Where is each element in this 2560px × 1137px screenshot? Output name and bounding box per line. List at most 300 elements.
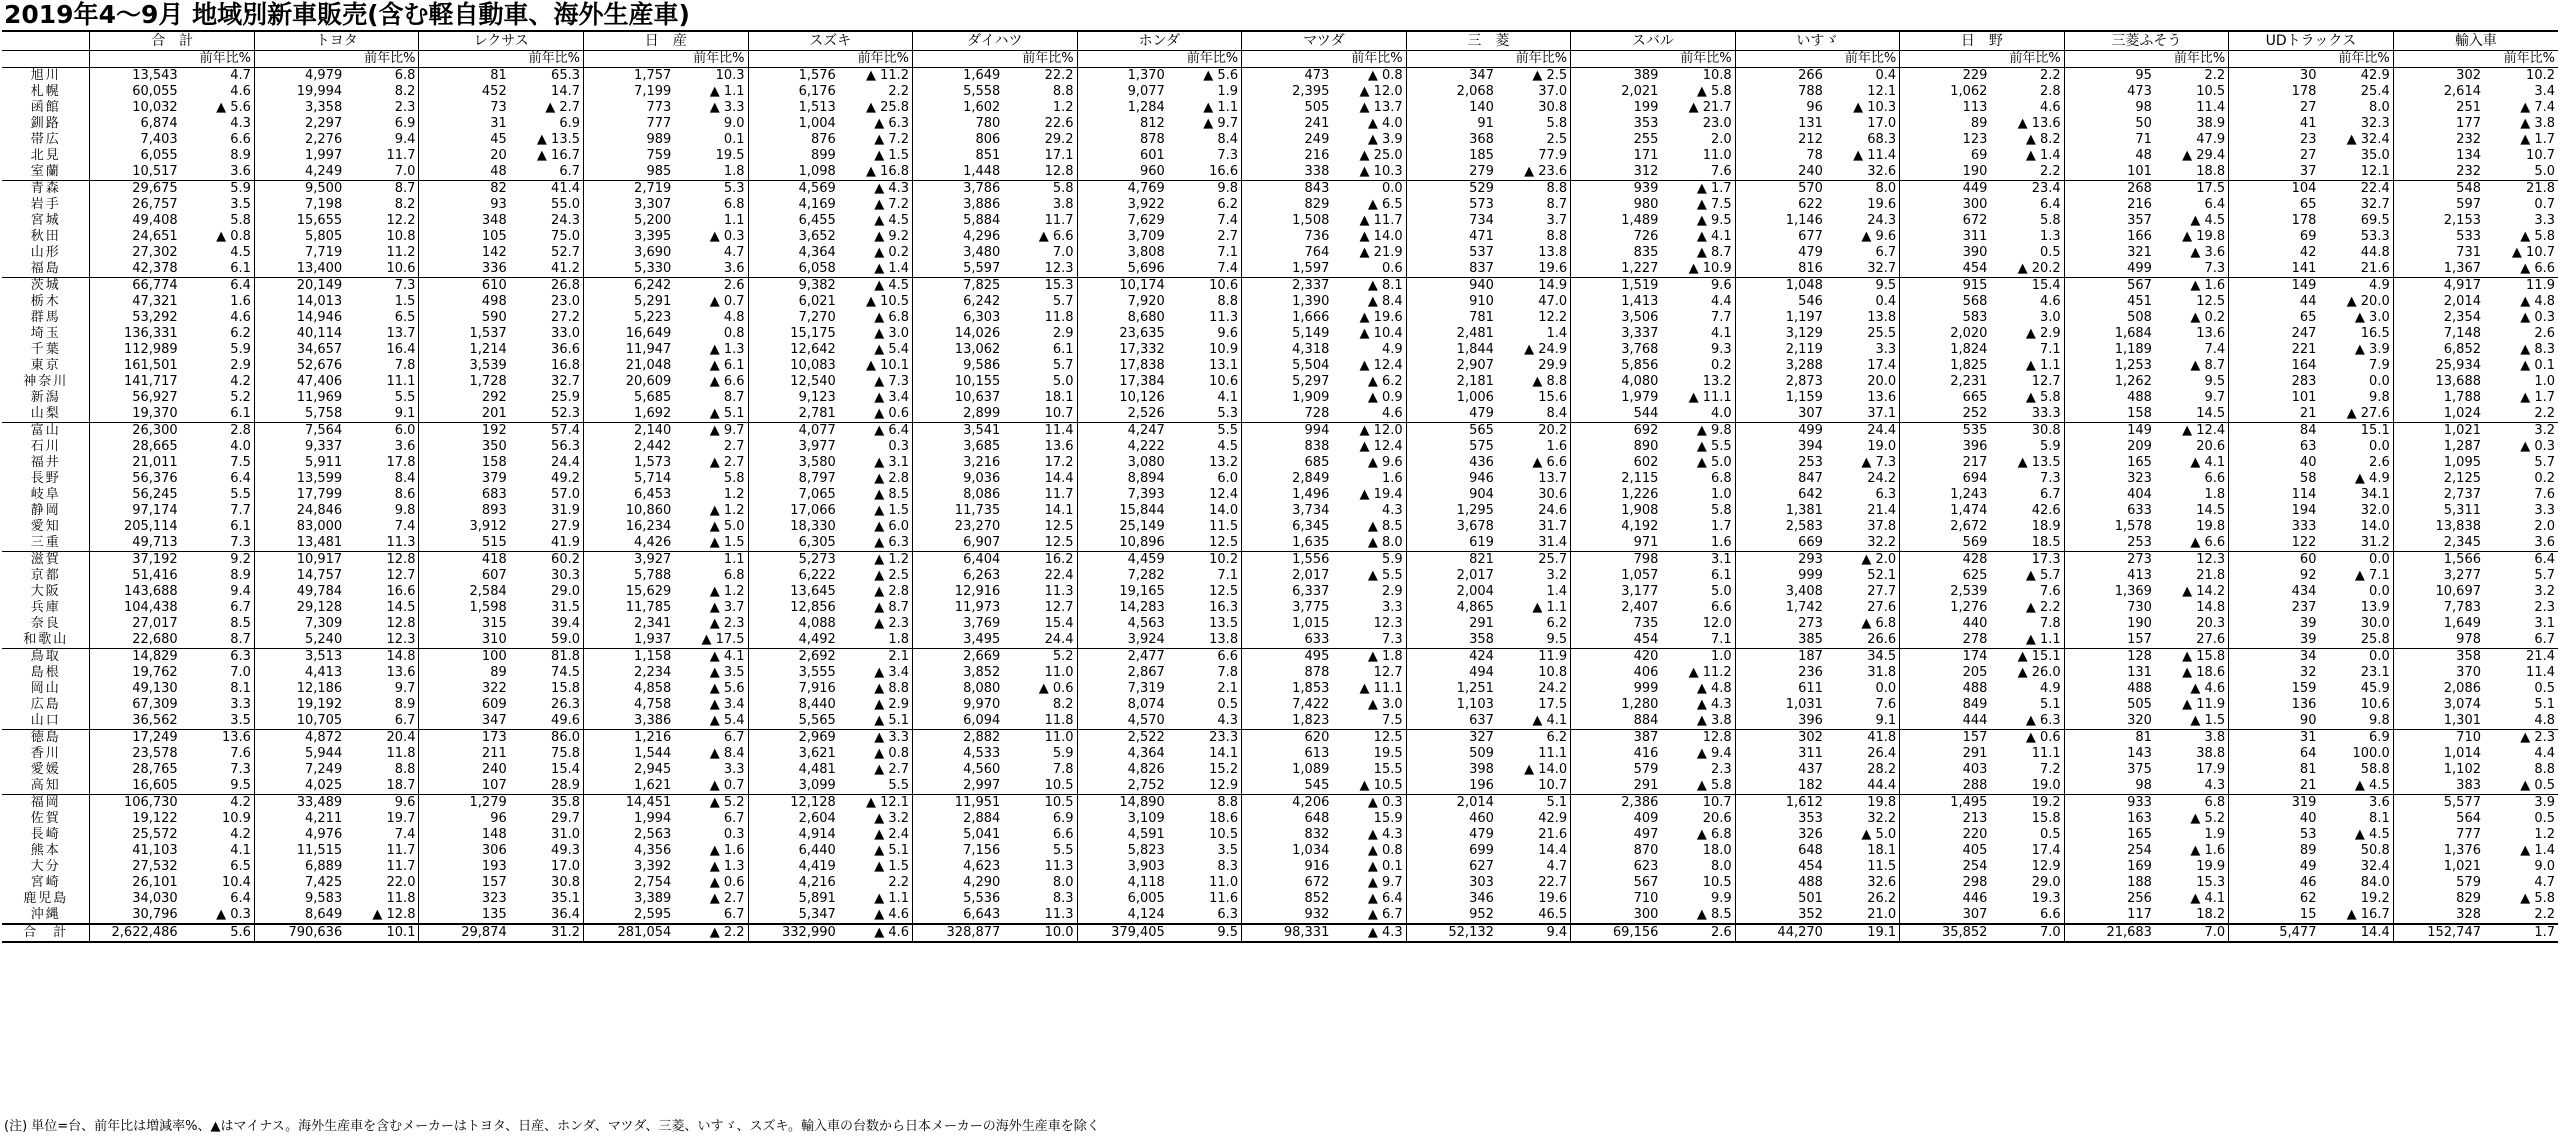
yoy-cell: 16.4 [386,342,416,357]
units-cell: 62 [2229,891,2320,907]
units-cell: 4,591 [1077,827,1168,843]
yoy-cell: 7.7 [230,503,251,518]
units-cell: 1,280 [1571,697,1662,713]
units-cell: 293 [1735,552,1826,569]
yoy-cell: 12.4 [1209,487,1239,502]
yoy-cell: 2.2 [2484,907,2558,924]
units-cell: 288 [1900,778,1991,795]
yoy-cell: ▲ 0.3 [181,907,255,924]
yoy-cell: 9.5 [1497,632,1571,649]
units-cell: 368 [1406,132,1497,148]
units-cell: 19,192 [254,697,345,713]
yoy-cell: 19.2 [2360,891,2390,906]
yoy-cell: 42.6 [2031,503,2061,518]
units-cell: 212 [1735,132,1826,148]
units-cell: 17,332 [1077,342,1168,358]
units-cell: 60 [2229,552,2320,569]
units-cell: 573 [1406,197,1497,213]
units-cell: 273 [2064,552,2155,569]
units-cell: 217 [1900,455,1991,471]
yoy-cell: ▲ 5.2 [709,795,745,810]
units-cell: 999 [1571,681,1662,697]
yoy-cell: 0.1 [723,132,745,147]
units-cell: 7,319 [1077,681,1168,697]
units-cell: 3,709 [1077,229,1168,245]
yoy-cell: 19.8 [2196,519,2226,534]
units-cell: 9,036 [913,471,1004,487]
yoy-cell: 9.2 [230,552,251,567]
units-cell: 4,481 [748,762,839,778]
yoy-cell: 3.6 [2369,795,2390,810]
units-cell: 2,276 [254,132,345,148]
units-cell: 291 [1406,616,1497,632]
yoy-cell: 4.4 [2534,746,2555,761]
units-cell: 1,370 [1077,68,1168,85]
units-cell: 832 [1242,827,1333,843]
units-cell: 16,649 [584,326,675,342]
units-cell: 672 [1900,213,1991,229]
yoy-cell: 39.4 [551,616,580,631]
region-name: 宮城 [2,213,90,229]
yoy-cell: 6.9 [559,116,580,131]
yoy-cell: 27.2 [551,310,580,325]
yoy-cell: ▲ 9.7 [1203,116,1239,131]
yoy-cell: ▲ 3.1 [874,455,910,470]
yoy-cell: 41.9 [510,535,584,552]
units-cell: 112,989 [90,342,181,358]
units-cell: 347 [1406,68,1497,85]
yoy-cell: ▲ 8.4 [1367,294,1403,309]
units-cell: 6,005 [1077,891,1168,907]
yoy-cell: 53.3 [2360,229,2390,244]
units-cell: 161,501 [90,358,181,374]
yoy-cell: 4.3 [1381,503,1403,518]
yoy-cell: 7.3 [1332,632,1406,649]
yoy-cell: 20.6 [2196,439,2226,454]
units-cell: 101 [2064,164,2155,181]
yoy-cell: 2.6 [1661,924,1735,942]
units-cell: 1,621 [584,778,675,795]
yoy-cell: 77.9 [1538,148,1568,163]
units-cell: 81 [2229,762,2320,778]
units-cell: 350 [419,439,510,455]
units-cell: 173 [419,730,510,747]
units-cell: 209 [2064,439,2155,455]
yoy-cell: 18.7 [345,778,419,795]
units-cell: 505 [1242,100,1333,116]
units-cell: 178 [2229,84,2320,100]
yoy-cell: 37.0 [1538,84,1568,99]
units-cell: 633 [2064,503,2155,519]
units-cell: 1,612 [1735,795,1826,812]
yoy-cell: 8.4 [1497,406,1571,423]
yoy-cell: 6.2 [1217,197,1239,212]
units-cell: 3,506 [1571,310,1662,326]
units-cell: 495 [1242,649,1333,666]
yoy-cell: 10.1 [345,924,419,942]
units-cell: 2,014 [2393,294,2484,310]
yoy-cell: 18.1 [1867,843,1897,858]
units-cell: 211 [419,746,510,762]
region-name: 沖縄 [2,907,90,924]
yoy-cell: ▲ 8.5 [1661,907,1735,924]
yoy-cell: ▲ 10.5 [865,294,910,309]
yoy-cell: 12.5 [1003,535,1077,552]
units-cell: 5,696 [1077,261,1168,278]
yoy-cell: ▲ 3.9 [2354,342,2390,357]
units-cell: 52,132 [1406,924,1497,942]
yoy-cell: ▲ 0.3 [2520,310,2555,325]
units-cell: 98 [2064,778,2155,795]
yoy-cell: ▲ 6.8 [874,310,910,325]
yoy-cell: 12.1 [2319,164,2393,181]
units-cell: 7,393 [1077,487,1168,503]
yoy-cell: 11.8 [386,891,416,906]
units-cell: 3,358 [254,100,345,116]
units-cell: 106,730 [90,795,181,812]
units-cell: 5,291 [584,294,675,310]
units-cell: 185 [1406,148,1497,164]
yoy-cell: 2.7 [723,439,745,454]
units-cell: 63 [2229,439,2320,455]
units-cell: 569 [1900,535,1991,552]
yoy-cell: 12.7 [1373,665,1403,680]
yoy-cell: ▲ 5.0 [1861,827,1897,842]
units-cell: 323 [2064,471,2155,487]
yoy-cell: 13.6 [1044,439,1074,454]
yoy-cell: 1.6 [1546,439,1568,454]
units-cell: 4,222 [1077,439,1168,455]
table-row [2,68,2558,85]
yoy-cell: 5.0 [2484,164,2558,181]
units-cell: 2,004 [1406,584,1497,600]
yoy-cell: 4.1 [230,843,251,858]
units-cell: 851 [913,148,1004,164]
maker-header-honda: ホンダ [1077,31,1242,51]
units-cell: 5,536 [913,891,1004,907]
units-cell: 1,495 [1900,795,1991,812]
units-cell: 310 [419,632,510,649]
units-cell: 105 [419,229,510,245]
yoy-cell: 13.2 [1702,374,1732,389]
yoy-cell: 7.8 [394,358,416,373]
region-name: 群馬 [2,310,90,326]
yoy-cell: 8.8 [1052,84,1074,99]
yoy-cell: ▲ 5.8 [2520,229,2555,244]
units-cell: 58 [2229,471,2320,487]
units-cell: 177 [2393,116,2484,132]
units-cell: 1,226 [1571,487,1662,503]
yoy-cell: 5.5 [230,487,251,502]
yoy-cell: 7.3 [2155,261,2229,278]
yoy-cell: 1.4 [1546,326,1568,341]
yoy-cell: 3.0 [2040,310,2061,325]
units-cell: 6,303 [913,310,1004,326]
units-cell: 20 [419,148,510,164]
yoy-cell: 7.4 [394,827,416,842]
yoy-cell: ▲ 13.5 [2017,455,2061,470]
region-name: 富山 [2,423,90,440]
yoy-cell: 11.7 [1044,487,1074,502]
sub-header-row [2,51,2558,68]
yoy-cell: 1.2 [2534,827,2555,842]
yoy-cell: 24.2 [1538,681,1568,696]
yoy-cell: 1.8 [839,632,913,649]
units-cell: 1,513 [748,100,839,116]
units-cell: 3,912 [419,519,510,535]
yoy-cell: 4.7 [1546,859,1568,874]
yoy-cell: 22.4 [1044,568,1074,583]
sales-table [2,30,2558,943]
yoy-cell: 11.7 [1044,213,1074,228]
yoy-cell: 10.5 [2196,84,2226,99]
units-cell: 1,692 [584,406,675,423]
table-row [2,697,2558,713]
units-cell: 444 [1900,713,1991,730]
units-cell: 353 [1571,116,1662,132]
yoy-cell: 13.6 [1867,390,1897,405]
yoy-cell: 6.1 [1710,568,1732,583]
units-cell: 6,455 [748,213,839,229]
yoy-cell: 49.3 [551,843,580,858]
units-cell: 6,337 [1242,584,1333,600]
yoy-cell: ▲ 8.4 [709,746,745,761]
units-cell: 19,370 [90,406,181,423]
units-cell: 98 [2064,100,2155,116]
units-cell: 999 [1735,568,1826,584]
yoy-cell: 1.8 [2204,487,2226,502]
units-cell: 20,609 [584,374,675,390]
yoy-cell: 7.4 [1168,261,1242,278]
units-cell: 328,877 [913,924,1004,942]
yoy-cell: 11.1 [1538,746,1568,761]
units-cell: 3,307 [584,197,675,213]
units-cell: 2,125 [2393,471,2484,487]
yoy-cell: 15.8 [2031,811,2061,826]
yoy-cell: ▲ 6.6 [1038,229,1074,244]
yoy-cell: 84.0 [2360,875,2390,890]
units-cell: 677 [1735,229,1826,245]
units-cell: 2,595 [584,907,675,924]
yoy-cell: 17.1 [1044,148,1074,163]
units-cell: 157 [419,875,510,891]
yoy-cell: 4.3 [230,116,251,131]
yoy-cell: 50.8 [2360,843,2390,858]
units-cell: 64 [2229,746,2320,762]
units-cell: 2,017 [1242,568,1333,584]
yoy-cell: 30.3 [551,568,580,583]
units-cell: 14,283 [1077,600,1168,616]
units-cell: 13,599 [254,471,345,487]
units-cell: 254 [1900,859,1991,875]
yoy-cell: 8.3 [1217,859,1239,874]
units-cell: 5,041 [913,827,1004,843]
yoy-cell: 6.7 [2484,632,2558,649]
yoy-cell: 10.5 [1003,778,1077,795]
units-cell: 35,852 [1900,924,1991,942]
units-cell: 1,376 [2393,843,2484,859]
region-name: 福岡 [2,795,90,812]
yoy-cell: 8.0 [1052,875,1074,890]
units-cell: 101 [2229,390,2320,406]
units-cell: 699 [1406,843,1497,859]
yoy-cell: 5.8 [723,471,745,486]
yoy-cell: 5.8 [2040,213,2061,228]
yoy-cell: ▲ 2.8 [874,471,910,486]
units-cell: 10,126 [1077,390,1168,406]
units-cell: 3,808 [1077,245,1168,261]
units-cell: 798 [1571,552,1662,569]
units-cell: 19,994 [254,84,345,100]
yoy-cell: 8.8 [1546,229,1568,244]
units-cell: 122 [2229,535,2320,552]
yoy-cell: ▲ 0.8 [1367,843,1403,858]
yoy-cell: 6.9 [2369,730,2390,745]
units-cell: 240 [419,762,510,778]
yoy-cell: 2.2 [888,84,910,99]
units-cell: 1,602 [913,100,1004,116]
units-cell: 1,519 [1571,278,1662,295]
units-cell: 2,442 [584,439,675,455]
yoy-cell: 35.1 [551,891,580,906]
yoy-cell: 52.7 [551,245,580,260]
units-cell: 870 [1571,843,1662,859]
total-row [2,924,2558,942]
yoy-cell: ▲ 15.1 [2017,649,2061,664]
units-cell: 1,566 [2393,552,2484,569]
units-cell: 5,805 [254,229,345,245]
yoy-cell: 6.1 [1052,342,1074,357]
yoy-cell: 18.6 [1209,811,1239,826]
yoy-cell: 19.6 [1867,197,1897,212]
yoy-cell: 17.4 [2031,843,2061,858]
yoy-cell: ▲ 5.5 [1696,439,1732,454]
yoy-subheader: 前年比% [1332,51,1406,68]
units-cell: 537 [1406,245,1497,261]
yoy-cell: 2.2 [2204,68,2226,83]
yoy-cell: 26.2 [1867,891,1897,906]
yoy-cell: 15.9 [1373,811,1403,826]
units-cell: 488 [1900,681,1991,697]
units-cell: 311 [1900,229,1991,245]
units-cell: 13,481 [254,535,345,552]
units-cell: 220 [1900,827,1991,843]
yoy-cell: 10.7 [1497,778,1571,795]
yoy-cell: ▲ 3.4 [874,390,910,405]
yoy-cell: 6.6 [2204,471,2226,486]
yoy-cell: 13.9 [2360,600,2390,615]
units-cell: 623 [1571,859,1662,875]
units-cell: 251 [2393,100,2484,116]
yoy-cell: 11.4 [1044,423,1074,438]
yoy-cell: 7.1 [1217,568,1239,583]
units-cell: 29,675 [90,181,181,198]
yoy-cell: 11.6 [1209,891,1239,906]
units-cell: 387 [1571,730,1662,747]
region-name: 福井 [2,455,90,471]
yoy-cell: 2.9 [1052,326,1074,341]
table-row [2,310,2558,326]
yoy-cell: 3.9 [2534,795,2555,810]
yoy-cell: 7.7 [1710,310,1732,325]
units-cell: 1,214 [419,342,510,358]
units-cell: 190 [2064,616,2155,632]
units-cell: 12,186 [254,681,345,697]
yoy-cell: 19.2 [2031,795,2061,810]
units-cell: 7,783 [2393,600,2484,616]
units-cell: 65 [2229,310,2320,326]
yoy-cell: ▲ 1.7 [2520,390,2555,405]
region-name: 帯広 [2,132,90,148]
units-cell: 2,337 [1242,278,1333,295]
units-cell: 5,788 [584,568,675,584]
units-cell: 9,586 [913,358,1004,374]
yoy-cell: 28.9 [510,778,584,795]
yoy-cell: ▲ 6.6 [2484,261,2558,278]
yoy-cell: ▲ 0.3 [2520,439,2555,454]
yoy-cell: 32.6 [1867,875,1897,890]
units-cell: 672 [1242,875,1333,891]
yoy-cell: 10.9 [1209,342,1239,357]
yoy-cell: ▲ 1.3 [709,859,745,874]
yoy-cell: 15.4 [551,762,580,777]
yoy-cell: 8.3 [1052,891,1074,906]
yoy-cell: 4.9 [2040,681,2061,696]
yoy-cell: ▲ 0.8 [1367,68,1403,83]
yoy-cell: 5.1 [2534,697,2555,712]
table-row [2,84,2558,100]
units-cell: 2,539 [1900,584,1991,600]
yoy-cell: 31.0 [551,827,580,842]
units-cell: 25,149 [1077,519,1168,535]
yoy-cell: 14.1 [1044,503,1074,518]
yoy-cell: 7.3 [181,535,255,552]
yoy-cell: ▲ 19.8 [2182,229,2226,244]
yoy-cell: ▲ 0.2 [2190,310,2226,325]
units-cell: 978 [2393,632,2484,649]
yoy-cell: 9.8 [2369,390,2390,405]
units-subheader [1242,51,1333,68]
yoy-cell: ▲ 4.5 [2190,213,2226,228]
units-cell: 2,341 [584,616,675,632]
yoy-cell: 15.6 [1538,390,1568,405]
yoy-cell: 1.4 [1546,584,1568,599]
units-cell: 7,199 [584,84,675,100]
region-name: 滋賀 [2,552,90,569]
units-cell: 71 [2064,132,2155,148]
yoy-cell: ▲ 5.8 [1661,778,1735,795]
yoy-cell: ▲ 5.5 [1367,568,1403,583]
yoy-cell: ▲ 9.4 [1696,746,1732,761]
units-cell: 159 [2229,681,2320,697]
yoy-cell: 58.8 [2360,762,2390,777]
yoy-cell: 14.0 [2360,519,2390,534]
units-cell: 3,513 [254,649,345,666]
units-cell: 940 [1406,278,1497,295]
units-cell: 15,629 [584,584,675,600]
units-cell: 2,119 [1735,342,1826,358]
yoy-cell: ▲ 0.6 [2025,730,2061,745]
units-cell: 497 [1571,827,1662,843]
region-name: 宮崎 [2,875,90,891]
units-cell: 479 [1735,245,1826,261]
yoy-cell: ▲ 20.2 [1990,261,2064,278]
yoy-cell: 4.0 [230,439,251,454]
units-cell: 6,874 [90,116,181,132]
yoy-cell: 10.6 [345,261,419,278]
yoy-cell: ▲ 11.9 [2182,697,2226,712]
units-cell: 15,655 [254,213,345,229]
